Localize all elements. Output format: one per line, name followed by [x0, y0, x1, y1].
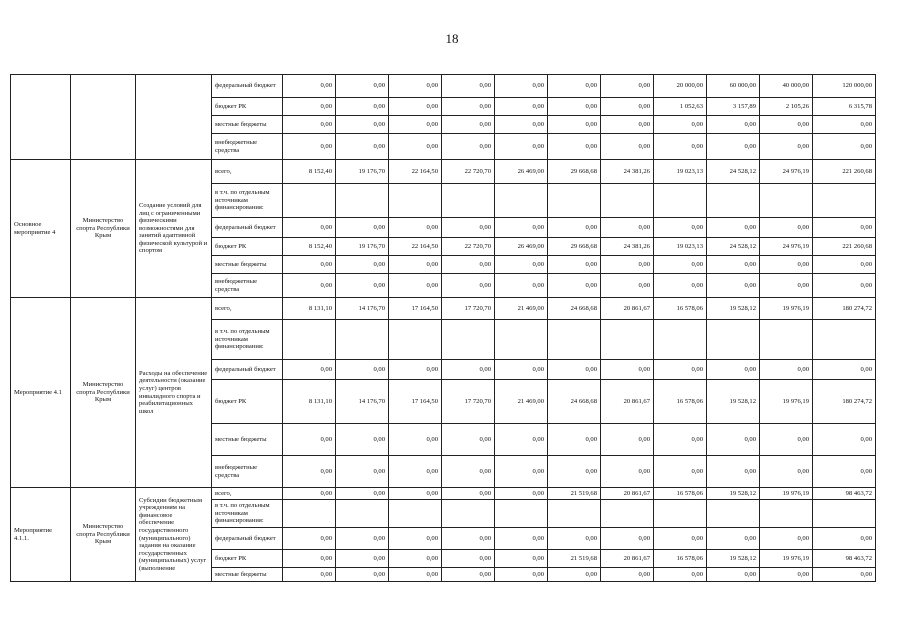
value-cell — [495, 184, 548, 218]
value-cell: 0,00 — [495, 274, 548, 298]
value-cell: 0,00 — [442, 218, 495, 238]
row-header-cell: Мероприятие 4.1.1. — [11, 488, 71, 582]
value-cell: 0,00 — [813, 568, 876, 582]
executor-cell — [71, 75, 136, 160]
value-cell: 0,00 — [654, 116, 707, 134]
value-cell: 0,00 — [336, 256, 389, 274]
value-cell: 19 528,12 — [707, 298, 760, 320]
value-cell: 98 463,72 — [813, 488, 876, 500]
value-cell: 0,00 — [336, 488, 389, 500]
value-cell — [707, 184, 760, 218]
value-cell: 0,00 — [442, 456, 495, 488]
value-cell: 60 000,00 — [707, 75, 760, 98]
value-cell — [283, 320, 336, 360]
value-cell: 20 000,00 — [654, 75, 707, 98]
value-cell: 0,00 — [707, 424, 760, 456]
table-row — [11, 488, 876, 500]
value-cell: 0,00 — [601, 116, 654, 134]
value-cell: 180 274,72 — [813, 298, 876, 320]
value-cell: 0,00 — [813, 256, 876, 274]
value-cell: 0,00 — [389, 75, 442, 98]
value-cell — [389, 500, 442, 528]
value-cell: 0,00 — [601, 456, 654, 488]
value-cell: 0,00 — [601, 424, 654, 456]
value-cell: 16 578,06 — [654, 380, 707, 424]
funding-source-label: всего, — [212, 488, 283, 500]
value-cell — [760, 500, 813, 528]
value-cell: 0,00 — [760, 134, 813, 160]
value-cell: 0,00 — [495, 116, 548, 134]
value-cell: 0,00 — [654, 360, 707, 380]
value-cell: 0,00 — [548, 568, 601, 582]
value-cell — [442, 184, 495, 218]
value-cell — [760, 320, 813, 360]
value-cell: 0,00 — [760, 568, 813, 582]
funding-source-label: внебюджетные средства — [212, 456, 283, 488]
funding-source-label: бюджет РК — [212, 238, 283, 256]
value-cell: 0,00 — [707, 360, 760, 380]
value-cell: 0,00 — [389, 116, 442, 134]
value-cell: 21 519,68 — [548, 488, 601, 500]
value-cell: 0,00 — [548, 134, 601, 160]
value-cell: 0,00 — [813, 274, 876, 298]
value-cell — [283, 500, 336, 528]
value-cell: 21 519,68 — [548, 550, 601, 568]
value-cell: 0,00 — [283, 360, 336, 380]
value-cell: 24 976,19 — [760, 238, 813, 256]
value-cell — [707, 500, 760, 528]
value-cell: 0,00 — [336, 134, 389, 160]
value-cell: 8 131,10 — [283, 380, 336, 424]
value-cell: 0,00 — [442, 134, 495, 160]
value-cell: 26 469,00 — [495, 238, 548, 256]
value-cell: 3 157,89 — [707, 98, 760, 116]
funding-source-label: местные бюджеты — [212, 256, 283, 274]
value-cell: 24 528,12 — [707, 238, 760, 256]
value-cell: 16 578,06 — [654, 550, 707, 568]
value-cell: 0,00 — [336, 550, 389, 568]
description-cell — [136, 75, 212, 160]
value-cell — [654, 184, 707, 218]
value-cell: 0,00 — [813, 134, 876, 160]
value-cell: 0,00 — [283, 456, 336, 488]
value-cell: 29 668,68 — [548, 160, 601, 184]
value-cell: 0,00 — [336, 274, 389, 298]
funding-source-label: в т.ч. по отдельным источникам финансирования: — [212, 184, 283, 218]
value-cell: 0,00 — [389, 424, 442, 456]
value-cell: 6 315,78 — [813, 98, 876, 116]
funding-source-label: федеральный бюджет — [212, 218, 283, 238]
value-cell: 0,00 — [283, 488, 336, 500]
value-cell: 0,00 — [283, 424, 336, 456]
value-cell — [283, 184, 336, 218]
value-cell: 0,00 — [283, 256, 336, 274]
value-cell: 0,00 — [601, 360, 654, 380]
value-cell — [813, 320, 876, 360]
value-cell: 0,00 — [760, 528, 813, 550]
value-cell — [601, 320, 654, 360]
value-cell: 0,00 — [654, 134, 707, 160]
value-cell: 24 381,26 — [601, 160, 654, 184]
value-cell: 0,00 — [283, 568, 336, 582]
row-header-cell — [11, 75, 71, 160]
value-cell — [336, 184, 389, 218]
value-cell — [336, 500, 389, 528]
value-cell: 0,00 — [283, 274, 336, 298]
value-cell: 0,00 — [389, 456, 442, 488]
value-cell: 0,00 — [442, 488, 495, 500]
value-cell — [336, 320, 389, 360]
value-cell: 8 152,40 — [283, 238, 336, 256]
value-cell: 0,00 — [442, 116, 495, 134]
value-cell: 0,00 — [813, 360, 876, 380]
value-cell: 0,00 — [336, 218, 389, 238]
value-cell: 17 720,70 — [442, 380, 495, 424]
value-cell: 17 164,50 — [389, 298, 442, 320]
value-cell: 0,00 — [442, 274, 495, 298]
value-cell — [760, 184, 813, 218]
value-cell: 0,00 — [336, 75, 389, 98]
value-cell: 19 976,19 — [760, 550, 813, 568]
value-cell: 22 720,70 — [442, 160, 495, 184]
value-cell: 0,00 — [442, 75, 495, 98]
value-cell: 0,00 — [336, 528, 389, 550]
table-row — [11, 160, 876, 184]
funding-source-label: всего, — [212, 160, 283, 184]
value-cell: 0,00 — [707, 134, 760, 160]
funding-source-label: местные бюджеты — [212, 116, 283, 134]
description-cell: Субсидии бюджетным учреждениям на финансовое обеспечение государственного (муниципального) задания на оказание государственных (муниципальных) услуг (выполнение — [136, 488, 212, 582]
value-cell: 0,00 — [707, 528, 760, 550]
value-cell: 0,00 — [707, 568, 760, 582]
value-cell: 0,00 — [548, 75, 601, 98]
value-cell: 0,00 — [283, 116, 336, 134]
value-cell: 0,00 — [601, 218, 654, 238]
value-cell: 0,00 — [389, 218, 442, 238]
value-cell: 0,00 — [601, 568, 654, 582]
value-cell: 0,00 — [442, 550, 495, 568]
value-cell: 22 720,70 — [442, 238, 495, 256]
value-cell: 0,00 — [654, 568, 707, 582]
value-cell: 29 668,68 — [548, 238, 601, 256]
value-cell: 21 469,00 — [495, 298, 548, 320]
funding-source-label: федеральный бюджет — [212, 360, 283, 380]
value-cell: 20 861,67 — [601, 298, 654, 320]
value-cell: 17 164,50 — [389, 380, 442, 424]
funding-source-label: бюджет РК — [212, 380, 283, 424]
table-row — [11, 75, 876, 98]
value-cell: 0,00 — [336, 360, 389, 380]
value-cell: 0,00 — [548, 456, 601, 488]
funding-source-label: в т.ч. по отдельным источникам финансирования: — [212, 500, 283, 528]
value-cell — [389, 320, 442, 360]
value-cell: 0,00 — [495, 75, 548, 98]
value-cell: 0,00 — [442, 98, 495, 116]
value-cell: 16 578,06 — [654, 298, 707, 320]
value-cell: 19 528,12 — [707, 380, 760, 424]
value-cell: 0,00 — [760, 274, 813, 298]
value-cell: 20 861,67 — [601, 488, 654, 500]
value-cell: 0,00 — [760, 424, 813, 456]
value-cell: 0,00 — [495, 218, 548, 238]
budget-table — [10, 74, 876, 582]
value-cell: 19 976,19 — [760, 298, 813, 320]
value-cell: 14 176,70 — [336, 298, 389, 320]
value-cell: 24 668,68 — [548, 380, 601, 424]
table-row — [11, 298, 876, 320]
value-cell: 1 052,63 — [654, 98, 707, 116]
value-cell: 0,00 — [548, 98, 601, 116]
value-cell: 0,00 — [283, 75, 336, 98]
value-cell: 0,00 — [283, 98, 336, 116]
value-cell: 24 668,68 — [548, 298, 601, 320]
value-cell: 0,00 — [813, 424, 876, 456]
value-cell: 0,00 — [707, 218, 760, 238]
funding-source-label: местные бюджеты — [212, 568, 283, 582]
value-cell: 0,00 — [389, 568, 442, 582]
value-cell: 221 260,68 — [813, 238, 876, 256]
value-cell: 0,00 — [601, 134, 654, 160]
value-cell: 0,00 — [707, 256, 760, 274]
value-cell: 19 176,70 — [336, 160, 389, 184]
value-cell: 19 176,70 — [336, 238, 389, 256]
value-cell: 20 861,67 — [601, 550, 654, 568]
value-cell — [707, 320, 760, 360]
value-cell: 0,00 — [654, 274, 707, 298]
funding-source-label: всего, — [212, 298, 283, 320]
value-cell: 22 164,50 — [389, 238, 442, 256]
value-cell: 0,00 — [442, 424, 495, 456]
row-header-cell: Мероприятие 4.1 — [11, 298, 71, 488]
value-cell: 120 000,00 — [813, 75, 876, 98]
description-cell: Расходы на обеспечение деятельности (оказание услуг) центров инвалидного спорта и реабилитационных школ — [136, 298, 212, 488]
value-cell — [813, 500, 876, 528]
value-cell — [495, 500, 548, 528]
value-cell: 8 131,10 — [283, 298, 336, 320]
value-cell: 0,00 — [654, 256, 707, 274]
value-cell: 0,00 — [760, 360, 813, 380]
value-cell: 0,00 — [601, 98, 654, 116]
value-cell: 0,00 — [548, 256, 601, 274]
value-cell — [654, 320, 707, 360]
value-cell: 0,00 — [336, 456, 389, 488]
value-cell: 0,00 — [548, 528, 601, 550]
funding-source-label: бюджет РК — [212, 550, 283, 568]
funding-source-label: бюджет РК — [212, 98, 283, 116]
value-cell — [601, 500, 654, 528]
value-cell: 0,00 — [442, 528, 495, 550]
value-cell — [548, 320, 601, 360]
funding-source-label: внебюджетные средства — [212, 274, 283, 298]
value-cell: 0,00 — [654, 218, 707, 238]
value-cell: 0,00 — [495, 550, 548, 568]
value-cell: 0,00 — [548, 116, 601, 134]
value-cell: 0,00 — [707, 116, 760, 134]
value-cell: 0,00 — [283, 134, 336, 160]
value-cell: 17 720,70 — [442, 298, 495, 320]
value-cell: 0,00 — [442, 256, 495, 274]
value-cell: 0,00 — [601, 256, 654, 274]
value-cell: 0,00 — [389, 550, 442, 568]
executor-cell: Министерство спорта Республики Крым — [71, 488, 136, 582]
value-cell: 0,00 — [389, 98, 442, 116]
value-cell: 0,00 — [442, 360, 495, 380]
value-cell: 0,00 — [654, 456, 707, 488]
value-cell: 0,00 — [601, 75, 654, 98]
value-cell: 16 578,06 — [654, 488, 707, 500]
value-cell: 0,00 — [813, 116, 876, 134]
value-cell: 20 861,67 — [601, 380, 654, 424]
value-cell: 24 528,12 — [707, 160, 760, 184]
value-cell: 19 976,19 — [760, 488, 813, 500]
value-cell: 19 528,12 — [707, 550, 760, 568]
value-cell: 14 176,70 — [336, 380, 389, 424]
value-cell: 19 023,13 — [654, 160, 707, 184]
value-cell: 0,00 — [813, 528, 876, 550]
value-cell: 0,00 — [389, 256, 442, 274]
value-cell: 2 105,26 — [760, 98, 813, 116]
value-cell: 40 000,00 — [760, 75, 813, 98]
funding-source-label: федеральный бюджет — [212, 75, 283, 98]
value-cell: 0,00 — [283, 528, 336, 550]
value-cell: 0,00 — [389, 134, 442, 160]
value-cell: 0,00 — [389, 274, 442, 298]
value-cell: 0,00 — [548, 218, 601, 238]
funding-source-label: в т.ч. по отдельным источникам финансирования: — [212, 320, 283, 360]
value-cell: 180 274,72 — [813, 380, 876, 424]
value-cell: 0,00 — [760, 218, 813, 238]
value-cell: 0,00 — [495, 134, 548, 160]
value-cell: 19 976,19 — [760, 380, 813, 424]
value-cell — [389, 184, 442, 218]
value-cell — [601, 184, 654, 218]
value-cell: 0,00 — [813, 218, 876, 238]
value-cell: 0,00 — [601, 528, 654, 550]
value-cell: 22 164,50 — [389, 160, 442, 184]
row-header-cell: Основное мероприятие 4 — [11, 160, 71, 298]
value-cell — [442, 320, 495, 360]
value-cell: 24 976,19 — [760, 160, 813, 184]
value-cell: 24 381,26 — [601, 238, 654, 256]
value-cell: 0,00 — [548, 424, 601, 456]
value-cell — [548, 500, 601, 528]
value-cell: 0,00 — [654, 528, 707, 550]
value-cell: 0,00 — [495, 456, 548, 488]
value-cell: 0,00 — [442, 568, 495, 582]
value-cell: 0,00 — [495, 568, 548, 582]
executor-cell: Министерство спорта Республики Крым — [71, 298, 136, 488]
value-cell: 0,00 — [760, 456, 813, 488]
description-cell: Создание условий для лиц с ограниченными физическими возможностями для занятий адаптивной физической культурой и спортом — [136, 160, 212, 298]
value-cell: 0,00 — [548, 360, 601, 380]
value-cell: 26 469,00 — [495, 160, 548, 184]
value-cell: 221 260,68 — [813, 160, 876, 184]
value-cell: 0,00 — [760, 116, 813, 134]
value-cell: 0,00 — [336, 116, 389, 134]
value-cell: 21 469,00 — [495, 380, 548, 424]
value-cell: 0,00 — [548, 274, 601, 298]
funding-source-label: местные бюджеты — [212, 424, 283, 456]
value-cell: 0,00 — [495, 256, 548, 274]
value-cell: 0,00 — [336, 98, 389, 116]
value-cell: 0,00 — [813, 456, 876, 488]
value-cell: 0,00 — [495, 424, 548, 456]
value-cell: 0,00 — [389, 360, 442, 380]
value-cell: 0,00 — [760, 256, 813, 274]
value-cell: 0,00 — [495, 98, 548, 116]
value-cell — [654, 500, 707, 528]
value-cell: 0,00 — [707, 274, 760, 298]
value-cell: 0,00 — [283, 218, 336, 238]
value-cell: 98 463,72 — [813, 550, 876, 568]
value-cell: 0,00 — [601, 274, 654, 298]
value-cell — [813, 184, 876, 218]
value-cell — [495, 320, 548, 360]
value-cell: 0,00 — [707, 456, 760, 488]
value-cell: 0,00 — [389, 528, 442, 550]
value-cell: 0,00 — [495, 528, 548, 550]
page-number: 18 — [445, 31, 459, 46]
value-cell: 19 023,13 — [654, 238, 707, 256]
value-cell — [442, 500, 495, 528]
value-cell: 19 528,12 — [707, 488, 760, 500]
value-cell: 0,00 — [283, 550, 336, 568]
funding-source-label: федеральный бюджет — [212, 528, 283, 550]
value-cell: 0,00 — [495, 488, 548, 500]
executor-cell: Министерство спорта Республики Крым — [71, 160, 136, 298]
value-cell — [548, 184, 601, 218]
funding-source-label: внебюджетные средства — [212, 134, 283, 160]
value-cell: 0,00 — [389, 488, 442, 500]
value-cell: 8 152,40 — [283, 160, 336, 184]
value-cell: 0,00 — [336, 568, 389, 582]
value-cell: 0,00 — [654, 424, 707, 456]
value-cell: 0,00 — [495, 360, 548, 380]
value-cell: 0,00 — [336, 424, 389, 456]
